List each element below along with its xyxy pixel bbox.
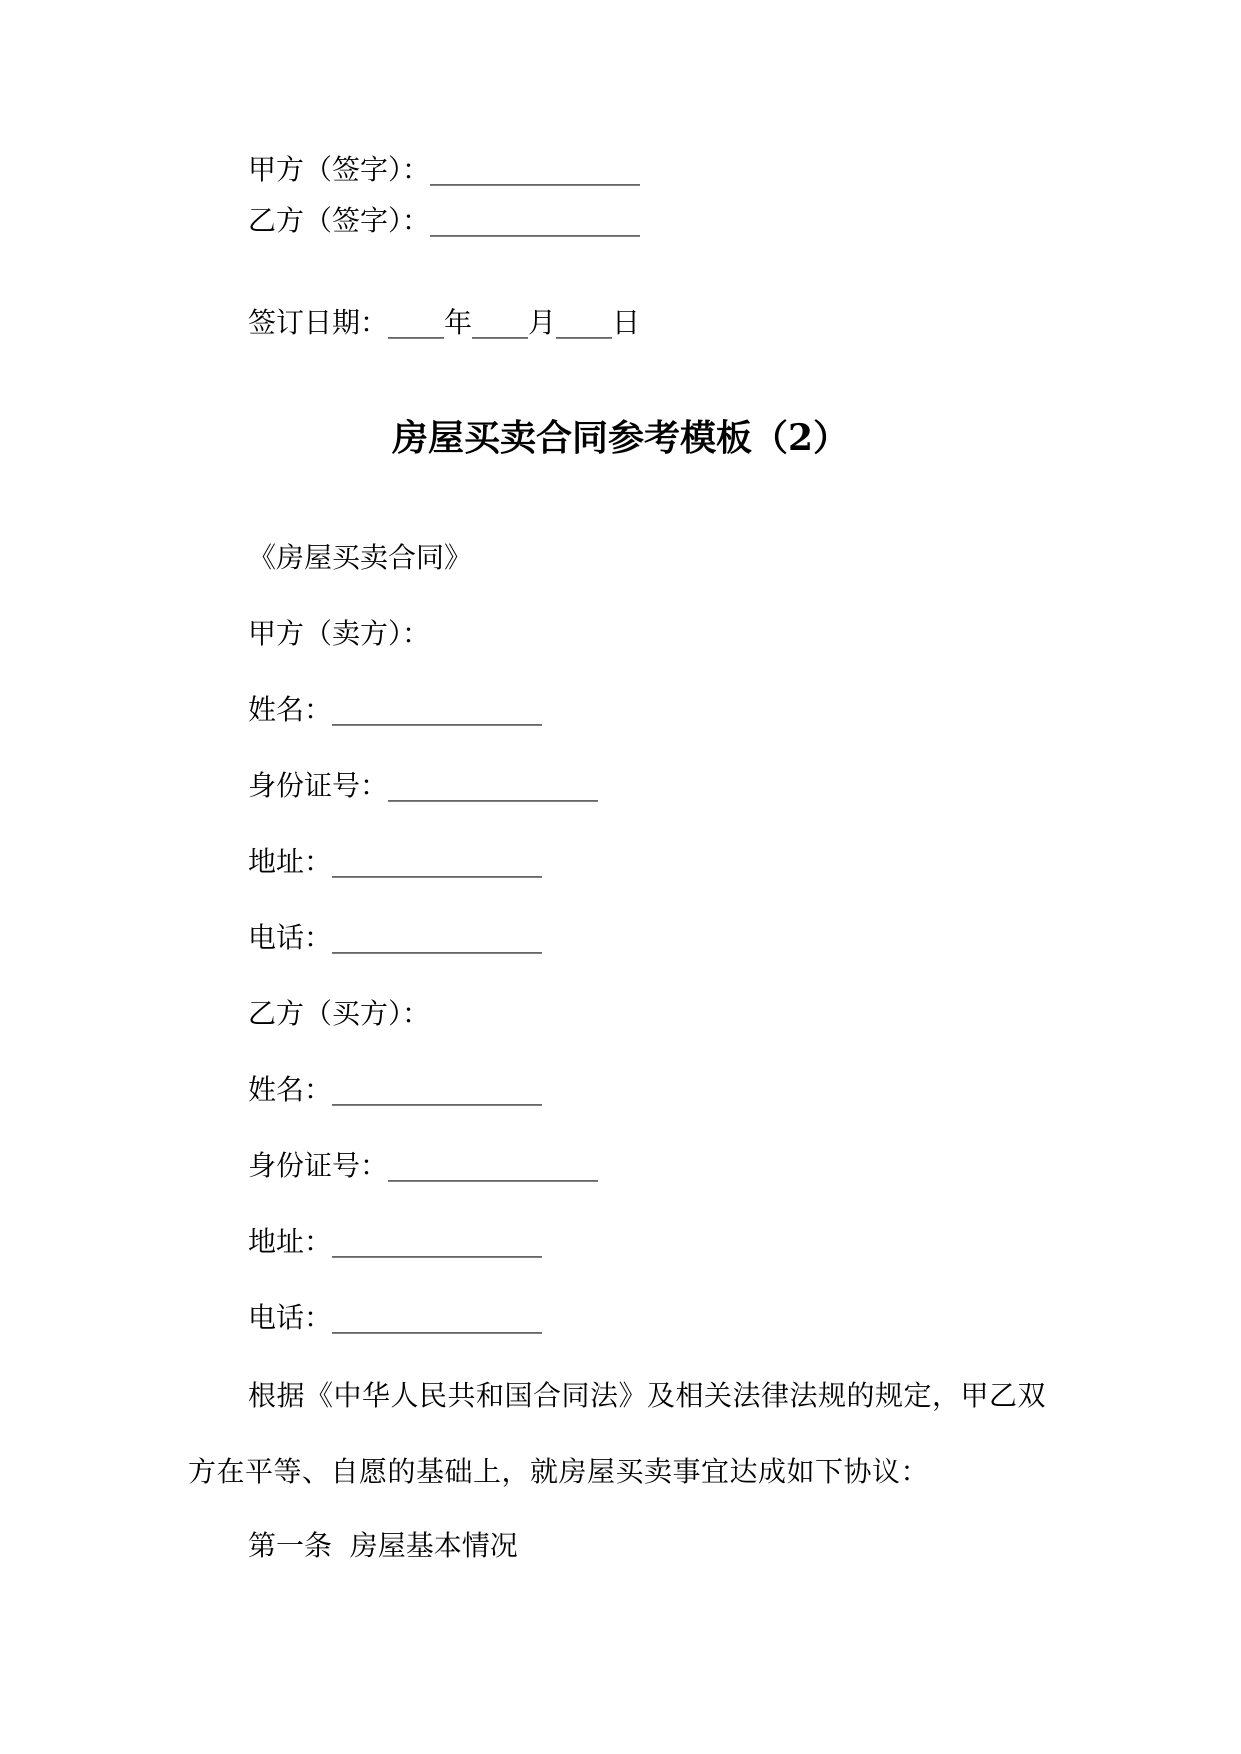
seller-heading: 甲方（卖方）： xyxy=(248,617,431,650)
buyer-id-field: 身份证号：_______________ xyxy=(248,1149,599,1182)
seller-address-field: 地址：_______________ xyxy=(248,845,543,878)
article-1-heading: 第一条 房屋基本情况 xyxy=(248,1529,518,1562)
buyer-address-field: 地址：_______________ xyxy=(248,1225,543,1258)
contract-name: 《房屋买卖合同》 xyxy=(248,541,473,574)
signing-date-line: 签订日期：____年____月____日 xyxy=(248,306,641,339)
buyer-heading: 乙方（买方）： xyxy=(248,997,431,1030)
seller-name-field: 姓名：_______________ xyxy=(248,693,543,726)
party-a-signature-line: 甲方（签字）：_______________ xyxy=(248,153,641,186)
buyer-phone-field: 电话：_______________ xyxy=(248,1301,543,1334)
buyer-name-field: 姓名：_______________ xyxy=(248,1073,543,1106)
preamble-paragraph: 根据《中华人民共和国合同法》及相关法律法规的规定，甲乙双方在平等、自愿的基础上，就房屋买卖事宜达成如下协议： xyxy=(188,1379,1047,1488)
party-b-signature-line: 乙方（签字）：_______________ xyxy=(248,204,641,237)
document-title: 房屋买卖合同参考模板（2） xyxy=(391,417,850,459)
seller-id-field: 身份证号：_______________ xyxy=(248,769,599,802)
seller-phone-field: 电话：_______________ xyxy=(248,921,543,954)
